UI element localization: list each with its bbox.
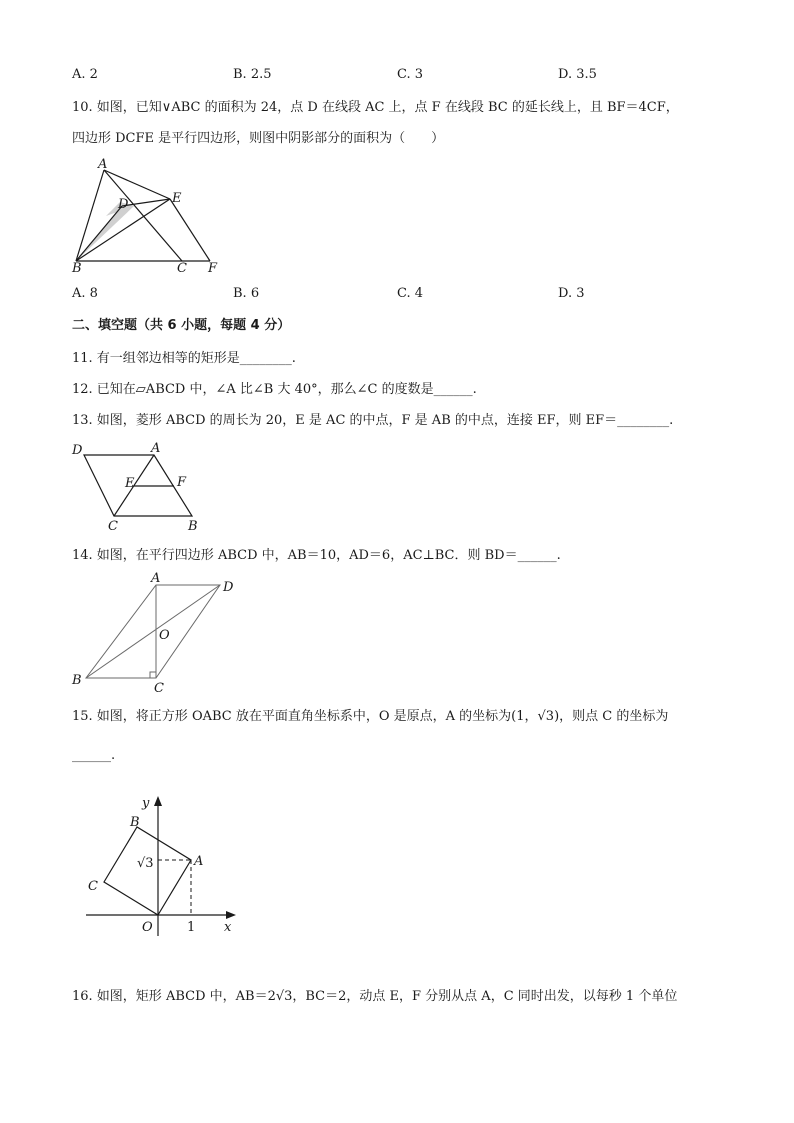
q9-option-d: D. 3.5: [558, 67, 597, 82]
section-2-heading: 二、填空题（共 6 小题，每题 4 分）: [72, 318, 291, 333]
q11-text: 11. 有一组邻边相等的矩形是________.: [72, 351, 296, 366]
q13-label-e: E: [125, 476, 135, 491]
q9-option-b: B. 2.5: [233, 67, 272, 82]
q15-label-one: 1: [187, 920, 196, 935]
q10-label-c: C: [177, 261, 187, 276]
q13-label-c: C: [108, 519, 118, 534]
q15-label-o: O: [142, 920, 153, 935]
q14-label-c: C: [154, 681, 164, 696]
q13-label-b: B: [188, 519, 198, 534]
q10-stem-line1: 10. 如图，已知∨ABC 的面积为 24，点 D 在线段 AC 上，点 F 在线段 BC 的延长线上，且 BF＝4CF，: [72, 100, 679, 115]
q14-label-b: B: [72, 673, 82, 688]
q10-label-b: B: [72, 261, 82, 276]
q15-stem-line2: ______.: [72, 748, 116, 763]
q10-option-d: D. 3: [558, 286, 585, 301]
q15-stem-line1: 15. 如图，将正方形 OABC 放在平面直角坐标系中，O 是原点，A 的坐标为(1，√3)，则点 C 的坐标为: [72, 709, 669, 724]
q10-option-c: C. 4: [397, 286, 424, 301]
q10-label-e: E: [172, 191, 182, 206]
q15-label-c: C: [88, 879, 98, 894]
q10-label-f: F: [208, 261, 218, 276]
q13-label-a: A: [151, 441, 161, 456]
q10-stem-line2: 四边形 DCFE 是平行四边形，则图中阴影部分的面积为（ ）: [72, 131, 445, 146]
q13-label-f: F: [177, 475, 187, 490]
q15-x-arrow: [226, 911, 236, 919]
q13-text: 13. 如图，菱形 ABCD 的周长为 20，E 是 AC 的中点，F 是 AB 的中点，连接 EF，则 EF＝________.: [72, 413, 674, 428]
q13-label-d: D: [72, 443, 83, 458]
q15-label-y: y: [142, 796, 150, 811]
q9-option-c: C. 3: [397, 67, 424, 82]
q12-text: 12. 已知在▱ABCD 中，∠A 比∠B 大 40°，那么∠C 的度数是______.: [72, 382, 477, 397]
q15-label-a: A: [194, 854, 204, 869]
q14-text: 14. 如图，在平行四边形 ABCD 中，AB＝10，AD＝6，AC⊥BC．则 BD＝______.: [72, 548, 561, 563]
q15-figure: [70, 788, 250, 948]
q9-option-a: A. 2: [72, 67, 98, 82]
q15-label-x: x: [224, 920, 232, 935]
q15-label-b: B: [130, 815, 140, 830]
q14-label-d: D: [223, 580, 234, 595]
q10-figure: [60, 158, 240, 278]
q14-label-a: A: [151, 571, 161, 586]
q15-label-sqrt3: √3: [137, 856, 154, 871]
q14-label-o: O: [159, 628, 170, 643]
q16-text: 16. 如图，矩形 ABCD 中，AB＝2√3，BC＝2，动点 E，F 分别从点 A，C 同时出发，以每秒 1 个单位: [72, 989, 678, 1004]
q13-figure: [62, 436, 212, 536]
q10-option-b: B. 6: [233, 286, 260, 301]
q10-label-a: A: [98, 158, 108, 172]
q10-option-a: A. 8: [72, 286, 98, 301]
q15-y-arrow: [154, 796, 162, 806]
q14-figure: [62, 568, 252, 698]
q10-label-d: D: [118, 197, 129, 212]
